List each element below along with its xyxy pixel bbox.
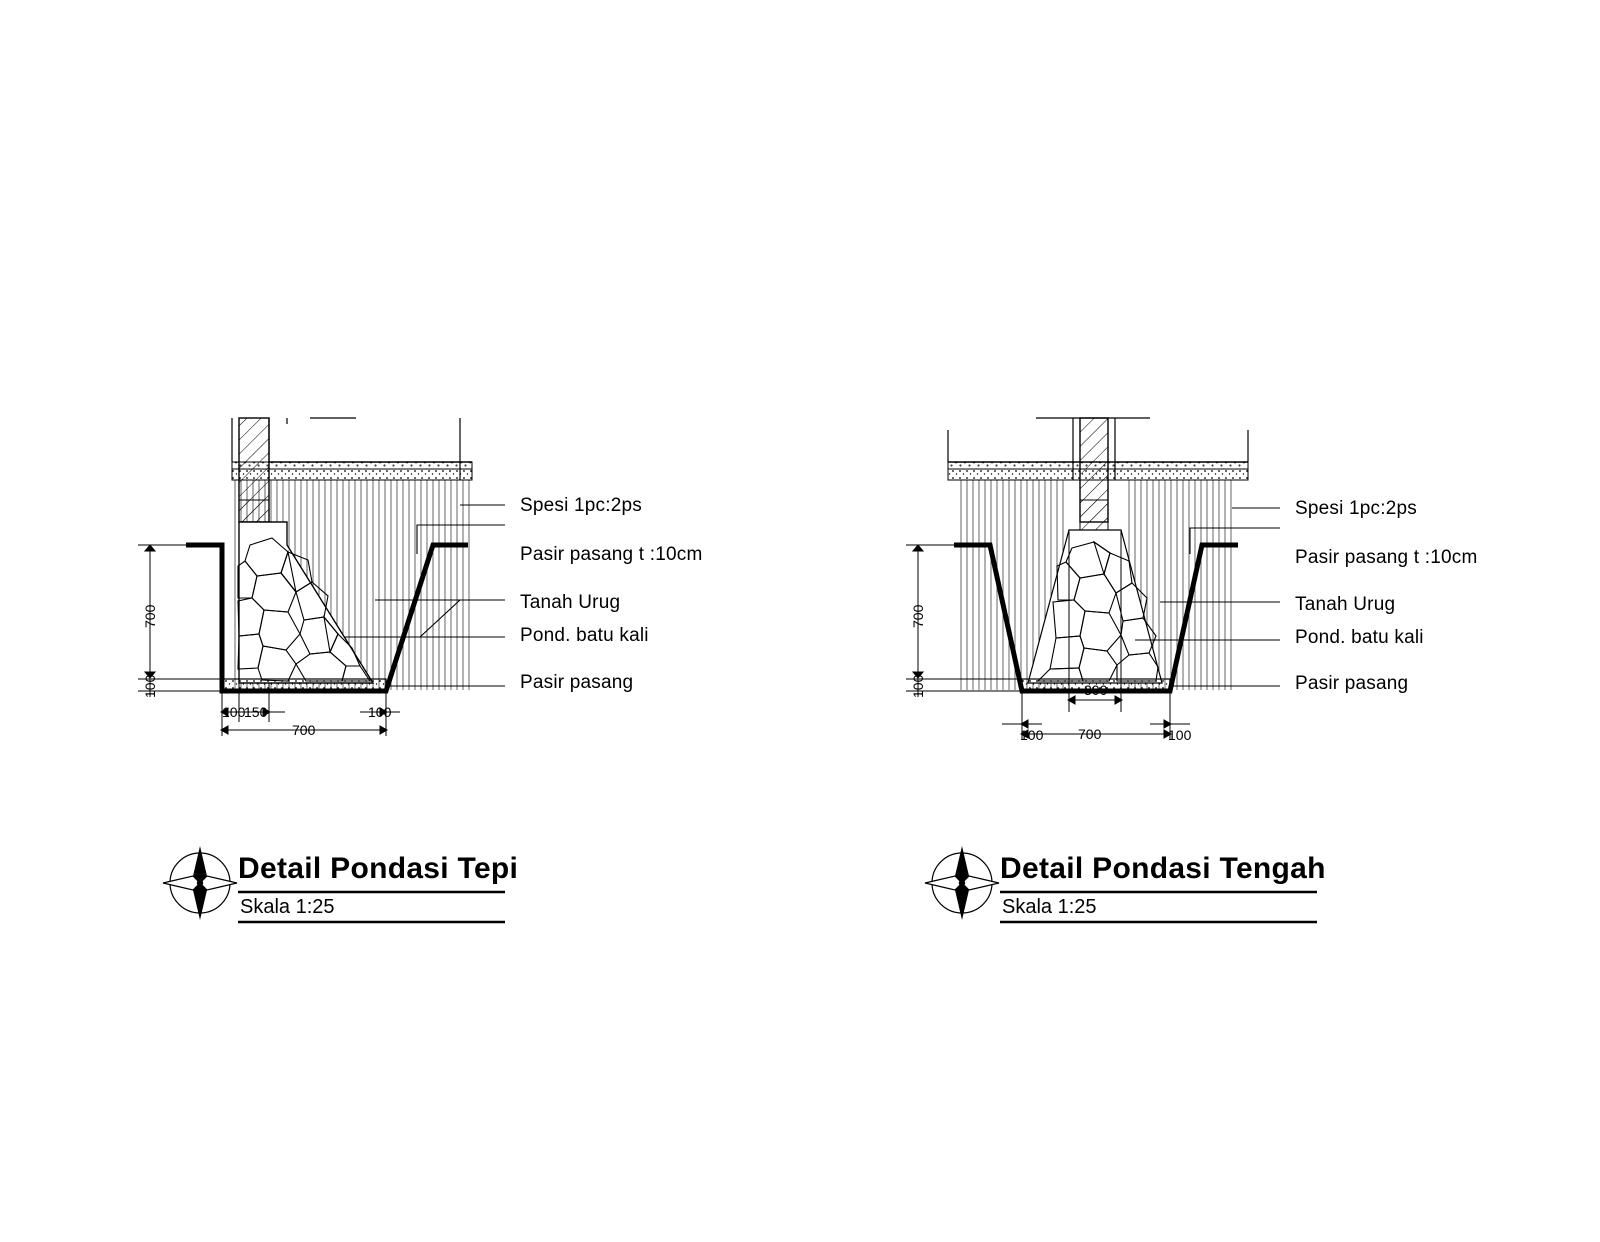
dim-bedding-100: 100	[142, 674, 158, 698]
annotation-pasir-pasang-t: Pasir pasang t :10cm	[520, 544, 703, 565]
title-block-tengah	[922, 838, 1342, 928]
north-arrow-icon	[925, 846, 999, 920]
detail-scale-tepi: Skala 1:25	[240, 896, 335, 918]
dim-left-100: 100	[222, 704, 246, 720]
dim-base-700: 700	[292, 722, 316, 738]
dim-top-300: 300	[1084, 682, 1108, 698]
annotation-tanah-urug: Tanah Urug	[520, 592, 621, 613]
annotation-tanah-urug: Tanah Urug	[1295, 594, 1396, 615]
dim-right-100: 100	[368, 704, 392, 720]
dim-left-100: 100	[1020, 727, 1044, 743]
annotation-spesi: Spesi 1pc:2ps	[520, 495, 642, 516]
title-block-tepi	[160, 838, 540, 928]
detail-scale-tengah: Skala 1:25	[1002, 896, 1097, 918]
annotation-batu-kali: Pond. batu kali	[520, 625, 649, 646]
annotation-spesi: Spesi 1pc:2ps	[1295, 498, 1417, 519]
dim-depth-700: 700	[142, 604, 158, 628]
annotation-pasir-pasang: Pasir pasang	[520, 672, 634, 693]
annotation-pasir-pasang: Pasir pasang	[1295, 673, 1409, 694]
detail-title-tengah: Detail Pondasi Tengah	[1000, 852, 1326, 885]
dim-top-150: 150	[244, 704, 268, 720]
dim-bedding-100: 100	[910, 674, 926, 698]
dim-right-100: 100	[1168, 727, 1192, 743]
detail-pondasi-tengah	[720, 0, 1520, 1242]
detail-title-tepi: Detail Pondasi Tepi	[238, 852, 519, 885]
annotation-pasir-pasang-t: Pasir pasang t :10cm	[1295, 547, 1478, 568]
dim-depth-700: 700	[910, 604, 926, 628]
section-drawing-tengah	[720, 0, 1520, 1242]
north-arrow-icon	[163, 846, 237, 920]
dim-base-700: 700	[1078, 726, 1102, 742]
annotation-batu-kali: Pond. batu kali	[1295, 627, 1424, 648]
